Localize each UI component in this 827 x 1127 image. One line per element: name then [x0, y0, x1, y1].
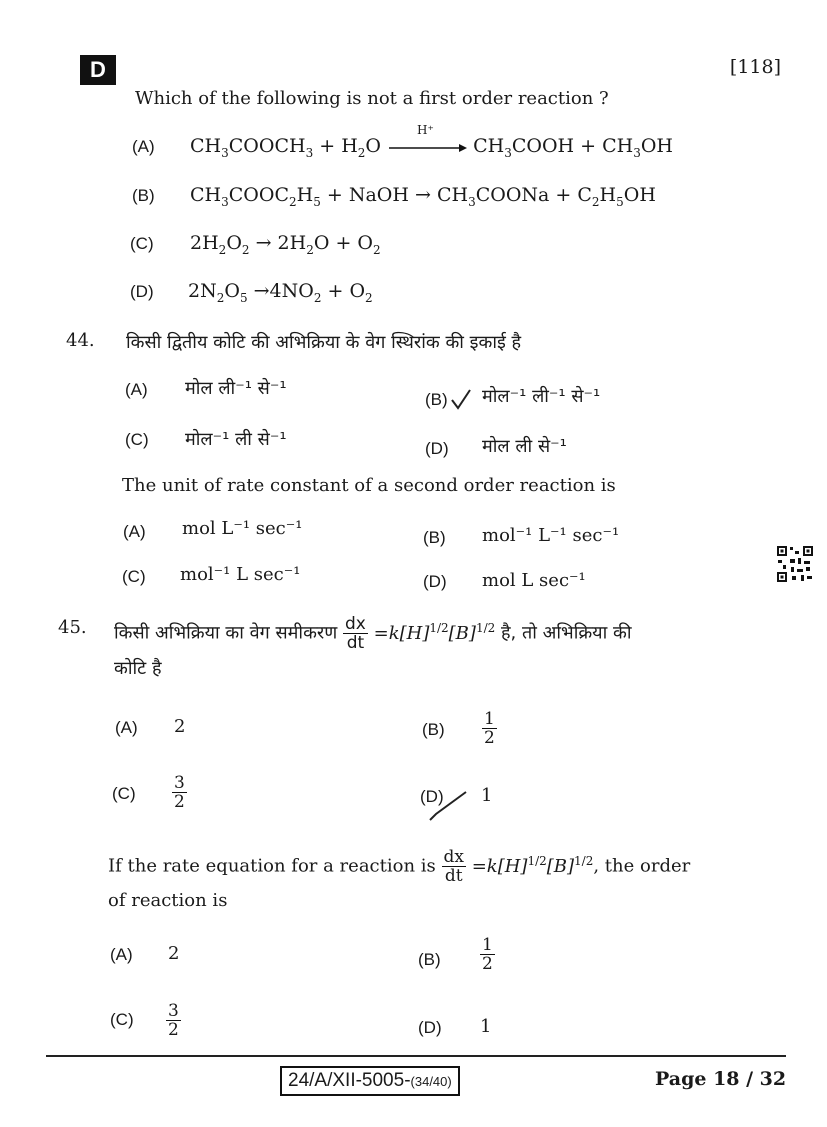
q43-option-d-equation: $2N_2O_5 \to 4NO_2 + O_2$: [188, 280, 373, 305]
q45-en-option-a: 2: [168, 943, 180, 964]
q45-hi-option-d-label: (D): [420, 787, 444, 806]
q45-hi-option-b: [482, 710, 497, 747]
q44-hi-option-b-label: (B): [425, 390, 448, 409]
q43-option-a-equation: $CH_3COOCH_3 + H_2O$ H⁺ $CH_3COOH + CH_3OH$: [190, 123, 674, 160]
q45-en-option-d: 1: [480, 1016, 492, 1037]
tick-mark-icon: [428, 790, 468, 824]
reaction-arrow-icon: [387, 123, 467, 157]
q45-en-option-a-label: (A): [110, 945, 133, 964]
q45-hi-text-pre: किसी अभिक्रिया का वेग समीकरण: [114, 622, 338, 644]
q45-en-option-d-label: (D): [418, 1018, 442, 1037]
q44-en-option-d: mol L sec⁻¹: [482, 570, 586, 591]
q45-en-text-pre: If the rate equation for a reaction is: [108, 855, 436, 877]
fraction-denominator: 2: [174, 792, 185, 812]
page-number: Page 18 / 32: [655, 1068, 787, 1090]
q45-hi-option-a-label: (A): [115, 718, 138, 737]
derivative-denominator: dt: [444, 866, 463, 886]
q45-hi-option-c-label: (C): [112, 784, 136, 803]
paper-code-main: 24/A/XII-5005-: [288, 1070, 411, 1091]
q43-option-b-equation: $CH_3COOC_2H_5$ + NaOH → $CH_3COONa + C_2H_5OH$: [190, 184, 656, 209]
q45-en-option-b: [480, 936, 495, 973]
section-badge: D: [80, 55, 116, 85]
q44-hi-option-a-label: (A): [125, 380, 148, 399]
q44-hi-option-a: मोल ली⁻¹ से⁻¹: [185, 378, 287, 399]
qr-code-icon: [776, 545, 814, 583]
q44-question-hindi: किसी द्वितीय कोटि की अभिक्रिया के वेग स्थिरांक की इकाई है: [126, 332, 522, 353]
fraction-denominator: 2: [484, 728, 495, 748]
q45-hi-option-c: [172, 774, 187, 811]
q45-question-hindi-line2: कोटि है: [114, 658, 162, 679]
fraction-denominator: 2: [168, 1020, 179, 1040]
q45-hi-option-a: 2: [174, 716, 186, 737]
q45-en-text-post: , the order: [593, 855, 691, 877]
q45-number: 45.: [58, 617, 87, 638]
catalyst-label: H⁺: [417, 123, 434, 137]
q44-hi-option-c-label: (C): [125, 430, 149, 449]
q44-en-option-d-label: (D): [423, 572, 447, 591]
q45-en-option-b-label: (B): [418, 950, 441, 969]
q45-hi-option-b-label: (B): [422, 720, 445, 739]
q45-hi-text-post: है, तो अभिक्रिया की: [500, 622, 632, 644]
q43-option-c-equation: $2H_2O_2 \to 2H_2O + O_2$: [190, 232, 381, 257]
derivative-fraction: [343, 615, 368, 652]
q44-en-option-c-label: (C): [122, 567, 146, 586]
paper-code: [280, 1066, 460, 1096]
q44-hi-option-b: मोल⁻¹ ली⁻¹ से⁻¹: [482, 386, 601, 407]
fraction-numerator: 3: [174, 773, 185, 793]
q45-en-option-c-label: (C): [110, 1010, 134, 1029]
paper-code-suffix: (34/40): [410, 1074, 452, 1089]
fraction-numerator: 1: [482, 935, 493, 955]
q45-en-option-c: [166, 1002, 181, 1039]
q44-en-option-a-label: (A): [123, 522, 146, 541]
q44-question-english: The unit of rate constant of a second order reaction is: [122, 475, 616, 496]
q44-en-option-b: mol⁻¹ L⁻¹ sec⁻¹: [482, 525, 620, 546]
tick-mark-icon: [450, 388, 472, 412]
derivative-numerator: dx: [345, 614, 366, 634]
q43-option-a-label: (A): [132, 137, 155, 156]
fraction-numerator: 1: [484, 709, 495, 729]
q44-hi-option-d-label: (D): [425, 439, 449, 458]
q45-question-english-line2: of reaction is: [108, 890, 228, 911]
q43-question: Which of the following is not a first order reaction ?: [135, 88, 609, 109]
q43-option-c-label: (C): [130, 234, 154, 253]
derivative-fraction: [442, 848, 466, 885]
footer-divider: [46, 1055, 786, 1057]
q44-number: 44.: [66, 330, 95, 351]
derivative-numerator: dx: [443, 847, 464, 867]
rate-expression: $=k[H]^{1/2}[B]^{1/2}$: [471, 853, 594, 877]
page-reference: [118]: [729, 56, 781, 78]
derivative-denominator: dt: [346, 633, 365, 653]
q43-option-d-label: (D): [130, 282, 154, 301]
q44-en-option-b-label: (B): [423, 528, 446, 547]
q45-question-english-line1: [108, 848, 690, 885]
q44-en-option-c: mol⁻¹ L sec⁻¹: [180, 564, 301, 585]
q44-hi-option-c: मोल⁻¹ ली से⁻¹: [185, 429, 287, 450]
rate-expression: $=k[H]^{1/2}[B]^{1/2}$: [373, 620, 496, 644]
q45-hi-option-d: 1: [481, 785, 493, 806]
fraction-denominator: 2: [482, 954, 493, 974]
q43-option-b-label: (B): [132, 186, 155, 205]
q44-en-option-a: mol L⁻¹ sec⁻¹: [182, 518, 303, 539]
q44-hi-option-d: मोल ली से⁻¹: [482, 436, 567, 457]
fraction-numerator: 3: [168, 1001, 179, 1021]
q45-question-hindi-line1: [114, 615, 632, 652]
